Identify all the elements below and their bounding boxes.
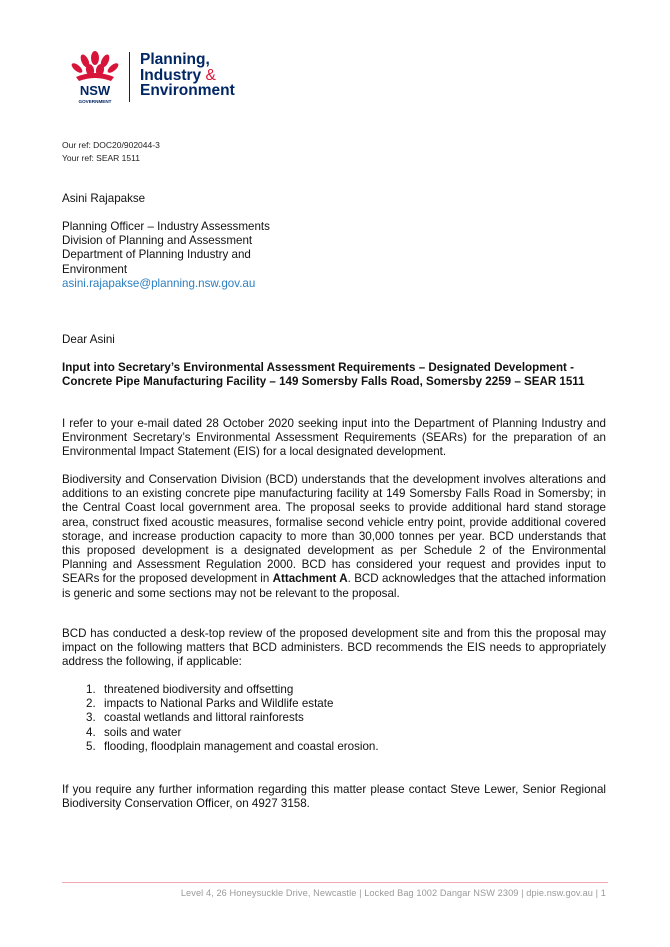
nsw-planning-logo <box>70 50 260 106</box>
paragraph-review: BCD has conducted a desk-top review of the proposed development site and from this the proposal may impact on the following matters that BCD administers. BCD recommends the EIS needs to appropriately address the following, if applicable: <box>62 627 606 669</box>
list-item: 2. impacts to National Parks and Wildlife estate <box>86 697 334 711</box>
recipient-department-cont: Environment <box>62 262 128 276</box>
matters-list <box>62 683 606 754</box>
agency-line-2: Industry & <box>140 66 216 84</box>
recipient-address <box>62 220 606 291</box>
our-ref: Our ref: DOC20/902044-3 <box>62 140 160 150</box>
waratah-logo-icon <box>70 50 120 106</box>
recipient-division: Division of Planning and Assessment <box>62 234 253 248</box>
government-wordmark: GOVERNMENT <box>78 99 112 104</box>
paragraph-understanding: Biodiversity and Conservation Division (BCD) understands that the development involves alterations and additions to an existing concrete pipe manufacturing facility at 149 Somersby Falls Road in Somersby; in the Central Coast local government area. The proposal seeks to provide additional hard stand storage area, construct fixed acoustic measures, formalise second vehicle entry point, provide additional covered storage, and increase production capacity to more than 30,000 tonnes per year. BCD understands that this proposed development is a designated development as per Schedule 2 of the Environmental Planning and Assessment Regulation 2000. BCD has considered your request and provides input to SEARs for the proposed development in Attachment A. BCD acknowledges that the attached information is generic and some sections may not be relevant to the proposal. <box>62 473 606 600</box>
recipient-name: Asini Rajapakse <box>62 192 146 205</box>
paragraph-contact: If you require any further information regarding this matter please contact Steve Lewer, Senior Regional Biodiversity Conservation Officer, on 4927 3158. <box>62 783 606 811</box>
recipient-title: Planning Officer – Industry Assessments <box>62 220 270 233</box>
agency-line-3: Environment <box>140 82 235 99</box>
agency-line-1: Planning, <box>140 51 210 68</box>
ampersand: & <box>205 66 216 84</box>
attachment-reference: Attachment A <box>272 572 348 586</box>
nsw-wordmark: NSW <box>79 83 111 98</box>
list-item: 1. threatened biodiversity and offsetting <box>86 683 294 696</box>
your-ref: Your ref: SEAR 1511 <box>62 153 140 163</box>
paragraph-intro: I refer to your e-mail dated 28 October 2020 seeking input into the Department of Planning Industry and Environment Secretary’s Environmental Assessment Requirements (SEARs) for the preparation of an Environmental Impact Statement (EIS) for a local designated development. <box>62 417 606 459</box>
recipient-department: Department of Planning Industry and <box>62 248 251 262</box>
recipient-email-link[interactable]: asini.rajapakse@planning.nsw.gov.au <box>62 276 256 290</box>
list-item: 4. soils and water <box>86 725 182 739</box>
reference-block <box>62 139 160 165</box>
subject-heading: Input into Secretary’s Environmental Assessment Requirements – Designated Development - Concrete Pipe Manufacturing Facility – 149 Somersby Falls Road, Somersby 2259 – SEAR 1511 <box>62 361 585 389</box>
list-item: 5. flooding, floodplain management and coastal erosion. <box>86 739 379 753</box>
list-item: 3. coastal wetlands and littoral rainforests <box>86 711 304 725</box>
footer-divider <box>62 882 608 883</box>
agency-name <box>140 52 235 99</box>
footer-address: Level 4, 26 Honeysuckle Drive, Newcastle | Locked Bag 1002 Dangar NSW 2309 | dpie.nsw.gov.au | 1 <box>180 888 606 898</box>
salutation: Dear Asini <box>62 333 115 346</box>
logo-divider <box>129 52 130 102</box>
